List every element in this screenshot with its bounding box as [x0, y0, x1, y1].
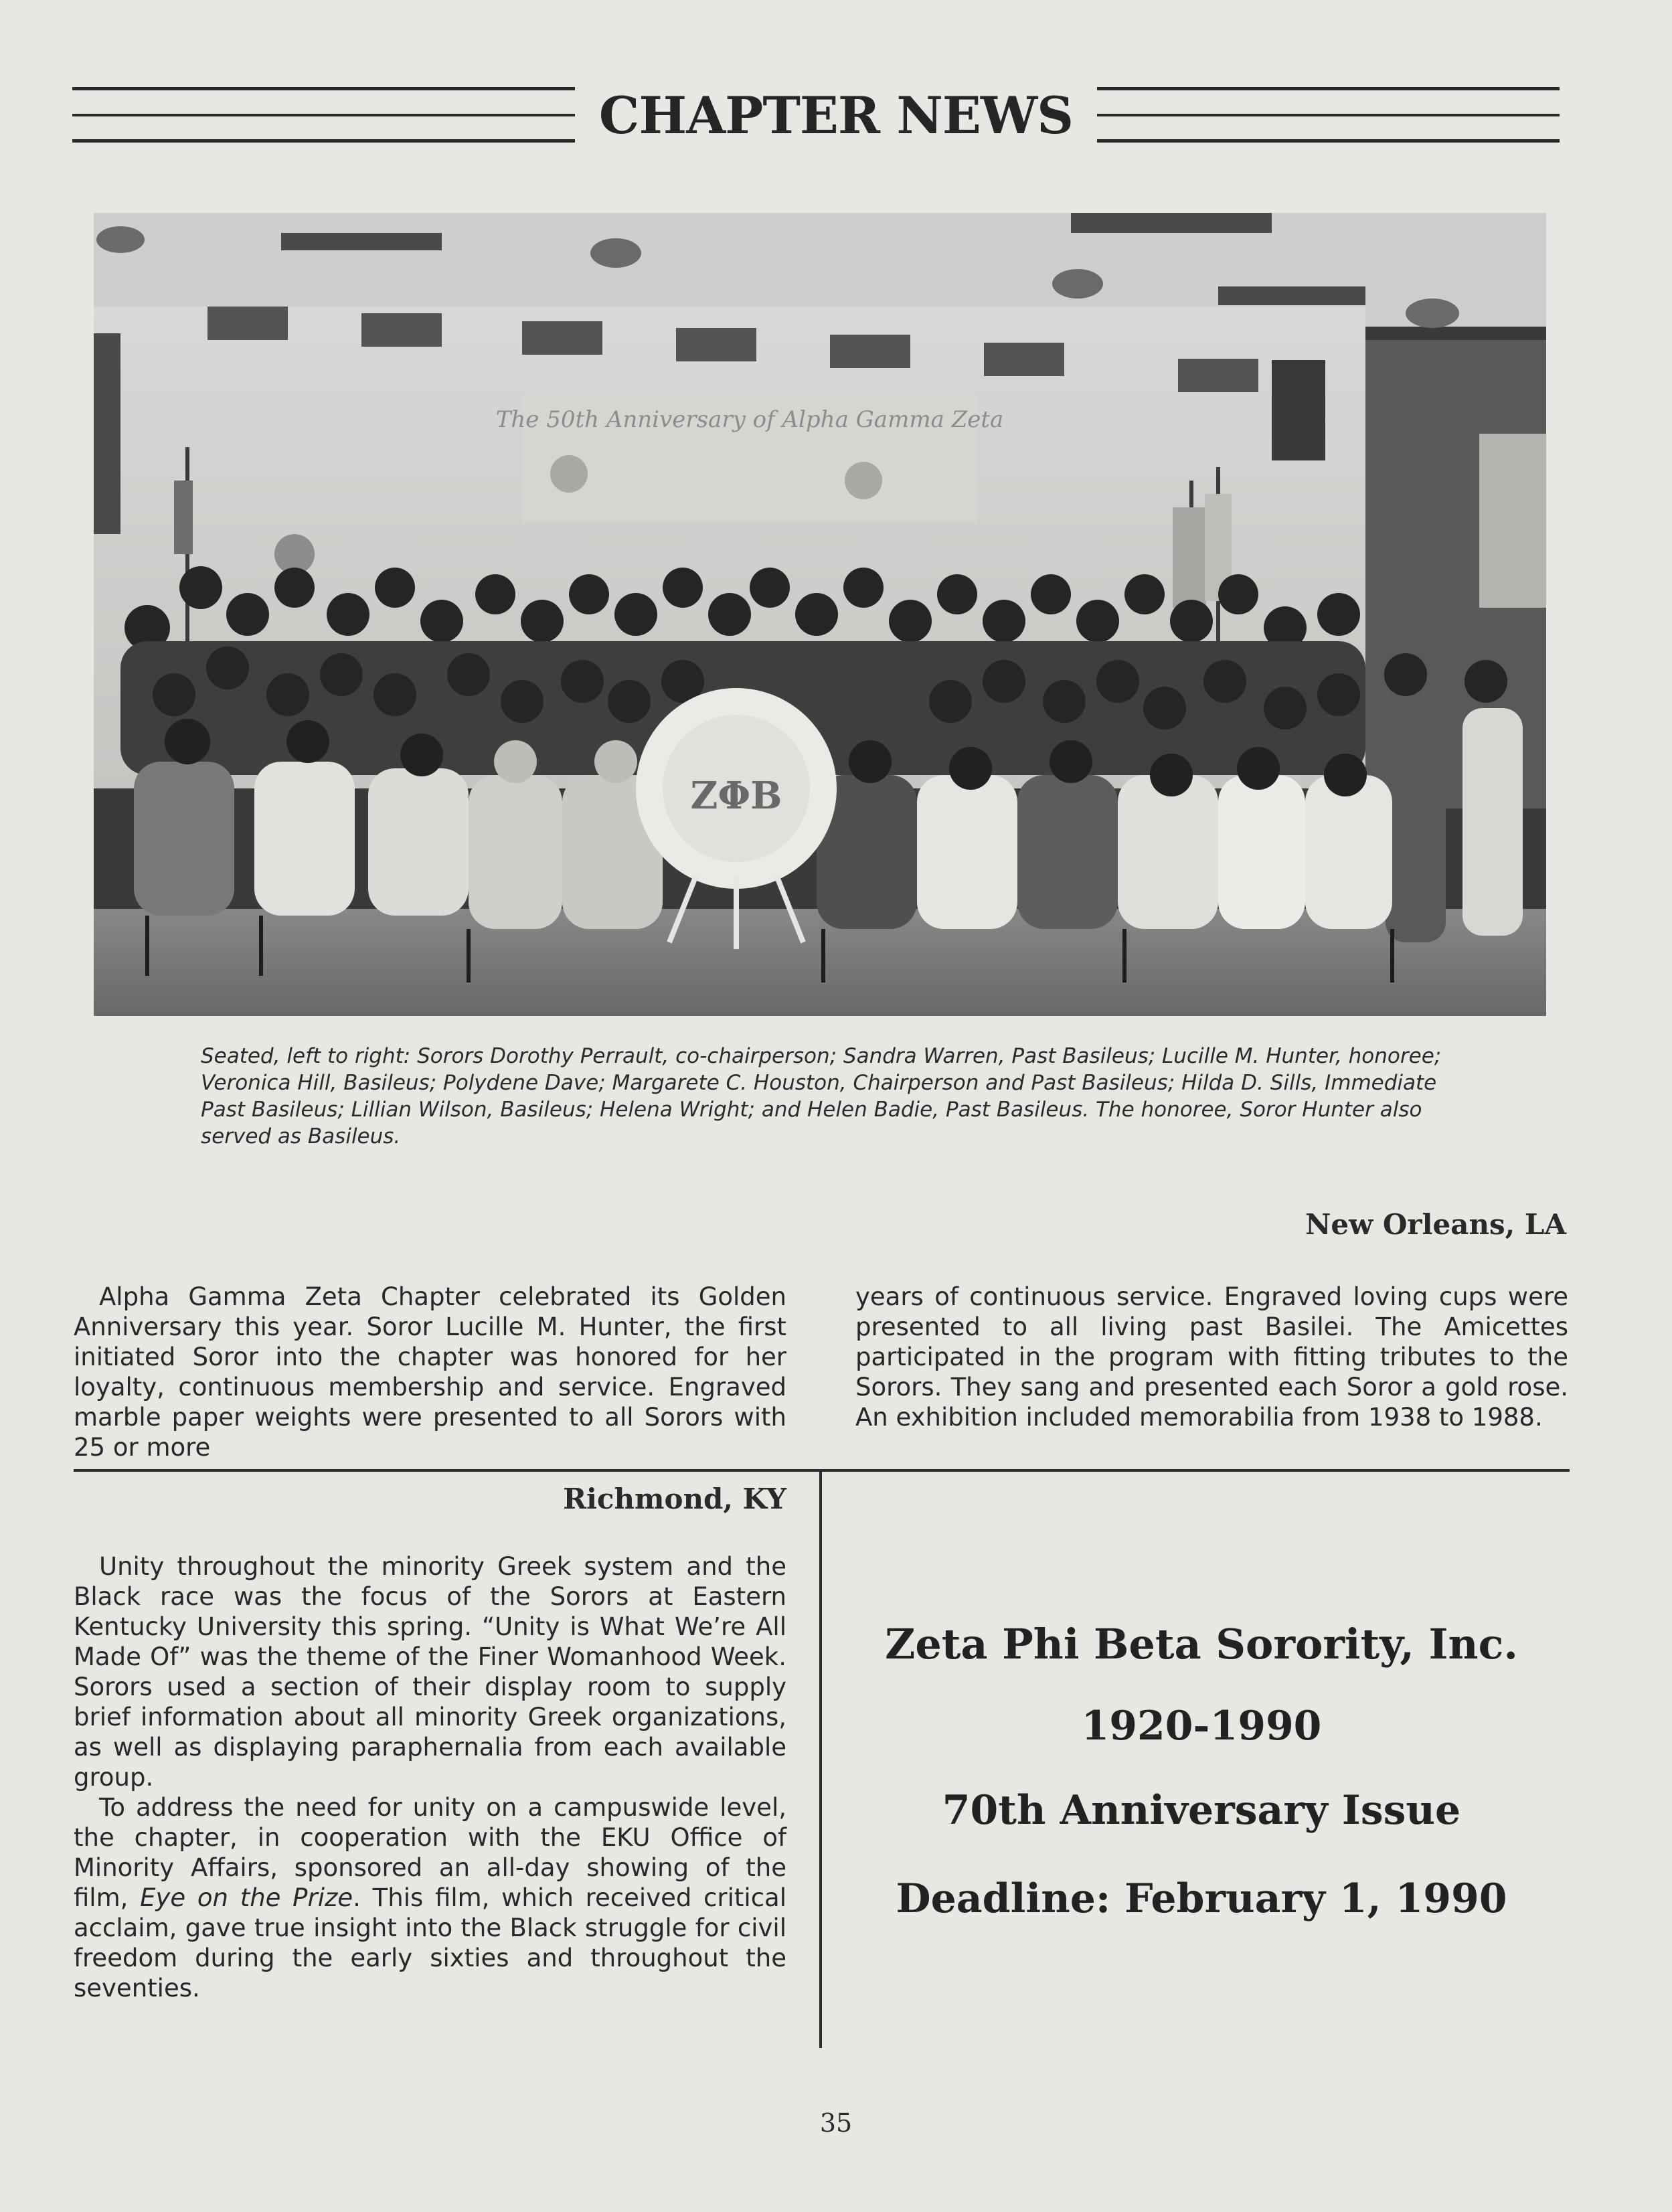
richmond-paragraph-2-end: . This film, which received critical acclaim, gave true insight into the Black struggle for civil freedom during the early sixties and throughout the seventies. [74, 1883, 786, 2003]
section-divider-right [820, 1469, 1570, 1472]
group-photo [94, 213, 1546, 1016]
new-orleans-paragraph-1: Alpha Gamma Zeta Chapter celebrated its Golden Anniversary this year. Soror Lucille M. Hunter, the first initiated Soror into the chapter was honored for her loyalty, continuous membership and service. Engraved marble paper weights were presented to all Sorors with 25 or more [74, 1282, 786, 1462]
richmond-paragraph-2-start: To address the need for unity on a campuswide level, the chapter, in cooperation with the EKU Office of Minority Affairs, sponsored an all-day showing of the film, [74, 1793, 786, 1912]
film-title: Eye on the Prize [140, 1883, 353, 1912]
section-heading-richmond: Richmond, KY [563, 1482, 786, 1515]
group-photo-illustration [94, 213, 1546, 1016]
richmond-paragraph-2 [74, 1792, 786, 2003]
announcement-years: 1920-1990 [1081, 1703, 1322, 1750]
announcement-org: Zeta Phi Beta Sorority, Inc. [885, 1620, 1518, 1669]
richmond-text [74, 1551, 786, 2003]
new-orleans-text-left [74, 1282, 786, 1462]
section-divider-left [74, 1469, 820, 1472]
announcement-deadline: Deadline: February 1, 1990 [896, 1875, 1507, 1922]
anniversary-announcement [830, 1620, 1573, 1941]
photo-caption: Seated, left to right: Sorors Dorothy Perrault, co-chairperson; Sandra Warren, Past Basileus; Lucille M. Hunter, honoree; Veronica Hill, Basileus; Polydene Dave; Margarete C. Houston, Chairperson and Past Basileus; Hilda D. Sills, Immediate Past Basileus; Lillian Wilson, Basileus; Helena Wright; and Helen Badie, Past Basileus. The honoree, Soror Hunter also served as Basileus. [201, 1044, 1442, 1148]
richmond-paragraph-1: Unity throughout the minority Greek system and the Black race was the focus of the Sorors at Eastern Kentucky University this spring. “Unity is What We’re All Made Of” was the theme of the Finer Womanhood Week. Sorors used a section of their display room to supply brief information about all minority Greek organizations, as well as displaying paraphernalia from each available group. [74, 1552, 786, 1792]
section-heading-new-orleans: New Orleans, LA [1305, 1208, 1566, 1241]
new-orleans-text-right [855, 1282, 1568, 1432]
page-number: 35 [819, 2108, 853, 2138]
announcement-issue: 70th Anniversary Issue [942, 1787, 1461, 1834]
banner-text: The 50th Anniversary of Alpha Gamma Zeta [495, 406, 1004, 433]
column-divider [819, 1469, 822, 2048]
new-orleans-paragraph-2: years of continuous service. Engraved loving cups were presented to all living past Basilei. The Amicettes participated in the program with fitting tributes to the Sorors. They sang and presented each Soror a gold rose. An exhibition included memorabilia from 1938 to 1988. [855, 1282, 1568, 1432]
page-title [0, 87, 1672, 145]
wreath-letters: ZΦB [690, 774, 782, 818]
page-title-text: CHAPTER NEWS [575, 86, 1097, 145]
